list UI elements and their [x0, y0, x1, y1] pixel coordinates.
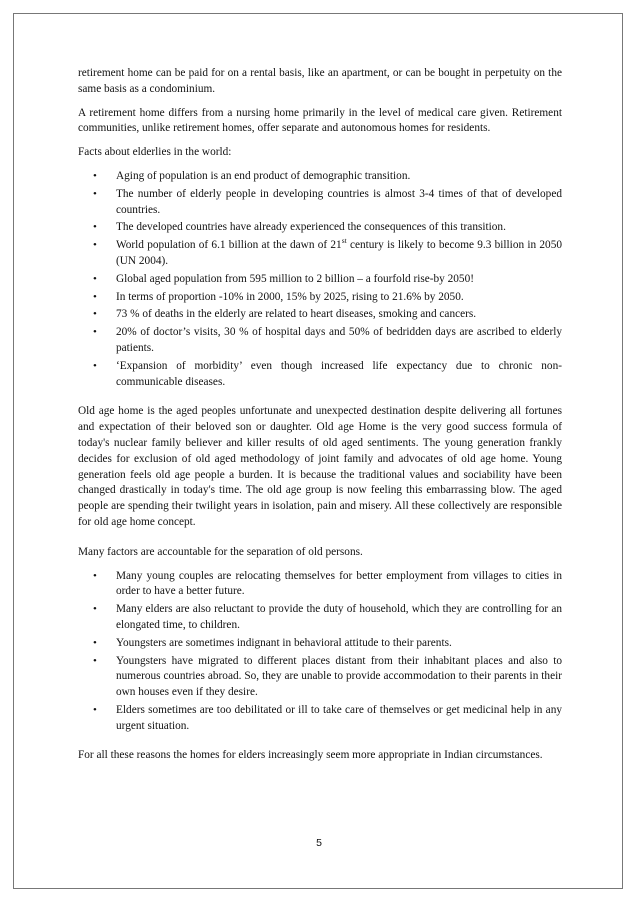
- list-item: • Many elders are also reluctant to provide the duty of household, which they are controlling for an elongated time, to children.: [93, 603, 562, 631]
- list-item: • Youngsters are sometimes indignant in behavioral attitude to their parents.: [78, 636, 562, 652]
- list-item: • The developed countries have already experienced the consequences of this transition.: [78, 220, 562, 236]
- list-item: • 73 % of deaths in the elderly are related to heart diseases, smoking and cancers.: [78, 307, 562, 323]
- list-item: • Aging of population is an end product of demographic transition.: [78, 169, 562, 185]
- factors-heading: Many factors are accountable for the separation of old persons.: [78, 545, 363, 558]
- bullet-icon: •: [93, 703, 97, 716]
- bullet-icon: •: [93, 654, 97, 667]
- list-item: • Youngsters have migrated to different places distant from their inhabitant places and also to numerous countries abroad. So, they are unable to provide accommodation to their parents in their own houses even if they desire.: [93, 654, 562, 699]
- facts-heading: Facts about elderlies in the world:: [78, 146, 232, 159]
- list-item: • World population of 6.1 billion at the dawn of 21st century is likely to become 9.3 billion in 2050 (UN 2004).: [93, 236, 562, 267]
- bullet-icon: •: [93, 272, 97, 285]
- page-number: 5: [316, 837, 322, 849]
- page-content: [78, 66, 562, 772]
- list-item: • The number of elderly people in developing countries is almost 3-4 times of that of developed countries.: [93, 187, 562, 216]
- list-item: • Global aged population from 595 million to 2 billion – a fourfold rise-by 2050!: [78, 272, 562, 288]
- paragraph-old-age-home: Old age home is the aged peoples unfortunate and unexpected destination despite delivering all fortunes and expectation of their beloved son or daughter. Old age Home is the very good success formula of today's nuclear family believer and killer results of old aged sentiments. The young generation frankly decides for exclusion of old aged methodology of joint family and advocates of old age home. Young generation feels old age people a burden. It is because the traditional values and sociability have been changed drastically in today's time. The old age group is now feeling this embarrassing blow. The aged people are spending their twilight years in isolation, pain and misery. All these collectively are responsible for old age home concept.: [78, 405, 562, 528]
- bullet-icon: •: [93, 359, 97, 372]
- list-item: • 20% of doctor’s visits, 30 % of hospital days and 50% of bedridden days are ascribed to elderly patients.: [93, 326, 562, 354]
- bullet-icon: •: [93, 603, 97, 616]
- bullet-icon: •: [93, 239, 97, 252]
- list-item: • Elders sometimes are too debilitated or ill to take care of themselves or get medicinal help in any urgent situation.: [93, 703, 562, 732]
- list-item: • Many young couples are relocating themselves for better employment from villages to cities in order to have a better future.: [93, 569, 562, 598]
- facts-list: [78, 169, 562, 390]
- bullet-icon: •: [93, 308, 97, 321]
- bullet-icon: •: [93, 221, 97, 234]
- bullet-icon: •: [93, 187, 97, 200]
- factors-list: [78, 569, 562, 735]
- bullet-icon: •: [93, 290, 97, 303]
- list-item: • In terms of proportion -10% in 2000, 15% by 2025, rising to 21.6% by 2050.: [78, 290, 562, 306]
- list-item: • ‘Expansion of morbidity’ even though increased life expectancy due to chronic non-communicable diseases.: [93, 359, 562, 388]
- bullet-icon: •: [93, 569, 97, 582]
- bullet-icon: •: [93, 169, 97, 182]
- paragraph-conclusion: For all these reasons the homes for elders increasingly seem more appropriate in Indian circumstances.: [78, 749, 543, 762]
- bullet-icon: •: [93, 326, 97, 339]
- paragraph-retirement-vs-nursing: A retirement home differs from a nursing home primarily in the level of medical care given. Retirement communities, unlike retirement homes, offer separate and autonomous homes for residents.: [78, 106, 562, 135]
- bullet-icon: •: [93, 636, 97, 649]
- paragraph-retirement-home-payment: retirement home can be paid for on a rental basis, like an apartment, or can be bought in perpetuity on the same basis as a condominium.: [78, 67, 562, 95]
